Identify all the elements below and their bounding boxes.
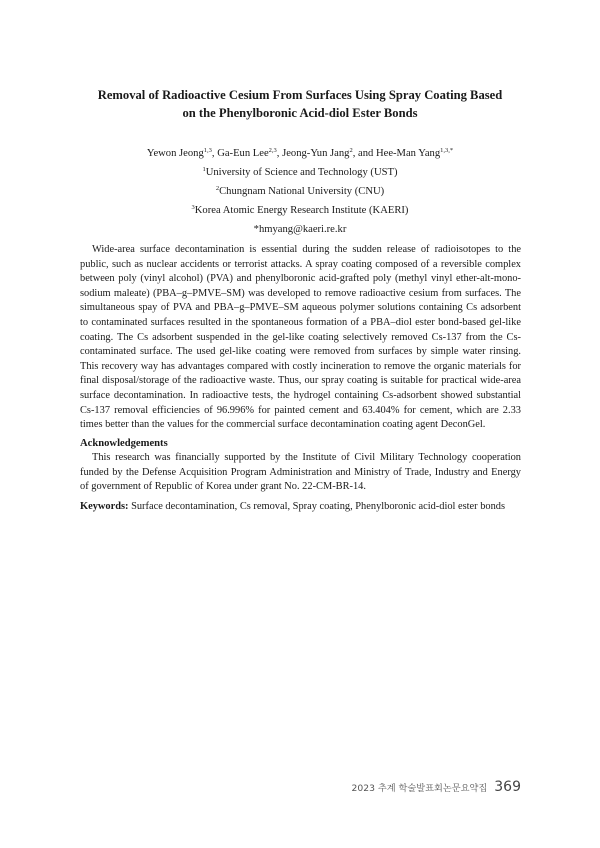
title-line-2: on the Phenylboronic Acid-diol Ester Bonds <box>182 106 418 120</box>
author-affiliation-mark: 2 <box>349 147 353 154</box>
affiliation <box>60 201 540 220</box>
corresponding-email: *hmyang@kaeri.re.kr <box>253 224 347 235</box>
author-separator: , and <box>352 148 376 159</box>
author-affiliation-mark: 1,3 <box>203 147 212 154</box>
author-name: Hee-Man Yang <box>375 148 441 159</box>
conference-name: 2023 추계 학술발표회논문요약집 <box>351 783 488 794</box>
keywords-list: Surface decontamination, Cs removal, Spray coating, Phenylboronic acid-diol ester bonds <box>128 501 506 512</box>
author-name: Jeong-Yun Jang <box>282 148 350 159</box>
page-footer <box>352 779 521 795</box>
author-name: Ga-Eun Lee <box>217 148 269 159</box>
acknowledgements-heading: Acknowledgements <box>80 438 168 449</box>
keywords-line <box>80 500 525 514</box>
author-list <box>60 144 540 163</box>
author-block <box>60 144 540 239</box>
acknowledgements-paragraph: This research was financially supported by the Institute of Civil Military Technology cooperation funded by the Defense Acquisition Program Administration and Ministry of Trade, Industry and Energy of government of Republic of Korea under grant No. 22-CM-BR-14. <box>80 452 521 493</box>
title-line-1: Removal of Radioactive Cesium From Surfaces Using Spray Coating Based <box>97 88 503 102</box>
keywords-label: Keywords: <box>80 501 129 512</box>
author-name: Yewon Jeong <box>146 148 204 159</box>
author-affiliation-mark: 1,3,* <box>440 147 454 154</box>
paper-title <box>60 86 540 122</box>
abstract-paragraph: Wide-area surface decontamination is essential during the sudden release of radioisotopes to the public, such as nuclear accidents or terrorist attacks. A spray coating composed of a reversible complex between poly (vinyl alcohol) (PVA) and phenylboronic acid-grafted poly (methyl vinyl ether-alt-mono-sodium maleate) (PBA–g–PMVE–SM) was developed to remove radioactive cesium from surfaces. The simultaneous spay of PVA and PBA–g–PMVE–SM aqueous polymer solutions containing Cs adsorbent to contaminated surfaces resulted in the spontaneous formation of a PBA–diol ester bond-based gel-like coating. The Cs adsorbent suspended in the gel-like coating selectively removed Cs-137 from the Cs-contaminated surface. The used gel-like coating were removed from surfaces by simple water rinsing. This recovery way has advantages compared with costly incineration to remove the organic materials for final disposal/storage of the radioactive waste. Thus, our spray coating is suitable for practical wide-area surface decontamination. In radioactive tests, the hydrogel containing Cs-adsorbent showed substantial Cs-137 removal efficiencies of 96.996% for painted cement and 63.404% for cement, which are 2.33 times better than the values for the commercial surface decontamination coating agent DeconGel. <box>80 244 521 431</box>
author-separator: , <box>211 148 218 159</box>
author-separator: , <box>276 148 283 159</box>
affiliation-mark: 2 <box>215 185 220 192</box>
page-number: 369 <box>494 779 521 795</box>
affiliation-name: Chungnam National University (CNU) <box>219 186 385 197</box>
affiliation <box>60 182 540 201</box>
affiliation-name: Korea Atomic Energy Research Institute (KAERI) <box>194 205 409 216</box>
affiliation <box>60 163 540 182</box>
author-affiliation-mark: 2,3 <box>268 147 277 154</box>
affiliation-name: University of Science and Technology (UST) <box>205 167 398 178</box>
affiliation-mark: 3 <box>191 204 195 211</box>
affiliation-mark: 1 <box>202 166 206 173</box>
